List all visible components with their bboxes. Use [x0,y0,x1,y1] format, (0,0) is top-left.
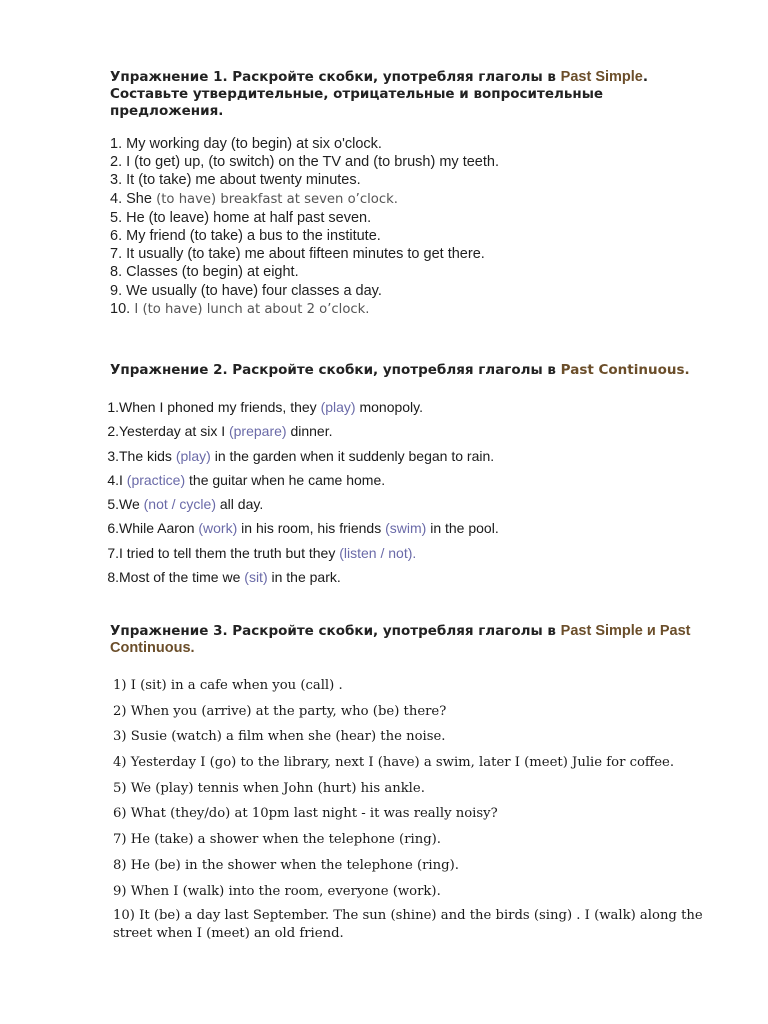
list-item-text: Yesterday at six I [119,423,229,440]
exercise-1-heading [110,69,710,120]
list-item-text: in the park. [267,569,341,586]
list-item [104,446,499,470]
exercise-1-heading-suffix: . Составьте утвердительные, отрицательные и вопросительные предложения. [110,69,649,119]
list-item-text: the guitar when he came home. [185,471,386,488]
list-item-text: in his room, his friends [237,520,386,537]
list-item-number: 4. [107,471,119,488]
list-item: 5. He (to leave) home at half past seven. [110,209,372,226]
list-item-text: The kids [119,447,176,464]
verb-hint: (prepare) [228,423,287,440]
exercise-3-list [113,676,703,943]
list-item: 6) What (they/do) at 10pm last night - it was really noisy? [113,806,498,822]
list-item-text: (to have) breakfast at seven o’clock. [151,191,398,207]
exercise-2-heading-suffix: . [684,362,690,378]
list-item [104,470,499,494]
list-item-text: monopoly. [355,399,424,415]
list-item-number: 4. She [110,190,152,207]
list-item [104,494,499,518]
verb-hint: (sit) [244,569,268,586]
list-item: 1. My working day (to begin) at six o'clock. [110,136,382,152]
verb-hint: (listen / not) [339,544,413,561]
exercise-2-list [104,397,499,591]
list-item [104,567,499,591]
list-item: 10) It (be) a day last September. The sun (shine) and the birds (sing) . I (walk) along the street when I (meet) an old friend. [113,908,703,942]
list-item-number: 8. [107,569,119,586]
list-item: 5) We (play) tennis when John (hurt) his ankle. [113,780,425,796]
verb-hint: (play) [320,399,356,415]
list-item-text: I tried to tell them the truth but they [119,544,340,561]
list-item: 2) When you (arrive) at the party, who (be) there? [113,703,447,719]
list-item-number: 6. [107,520,119,537]
list-item [110,300,499,319]
exercise-3-tense: Past Simple и Past Continuous. [110,623,691,656]
list-item-number: 5. [107,496,119,513]
list-item-text: in the pool. [426,520,499,537]
list-item [104,397,499,421]
list-item [104,421,499,445]
list-item-number: 3. [107,447,119,464]
verb-hint: (work) [198,520,238,537]
list-item-text: While Aaron [119,520,199,537]
list-item: 1) I (sit) in a cafe when you (call) . [113,678,343,693]
list-item-text: Most of the time we [119,569,245,586]
verb-hint: (not / cycle) [143,496,216,513]
exercise-3-heading-prefix: Упражнение 3. Раскройте скобки, употребляя глаголы в [110,623,561,639]
list-item-number: 2. [107,423,119,440]
exercise-1-tense: Past Simple [560,69,643,85]
list-item: 9) When I (walk) into the room, everyone (work). [113,883,441,899]
exercise-2-tense: Past Continuous [560,362,685,378]
exercise-1-list [110,135,499,319]
list-item-text: in the garden when it suddenly began to rain. [210,447,495,464]
list-item-number: 10. [110,300,131,317]
list-item: 7. It usually (to take) me about fifteen minutes to get there. [110,246,485,263]
list-item: 4) Yesterday I (go) to the library, next I (have) a swim, later I (meet) Julie for coffee. [113,755,675,771]
list-item-text: We [119,496,144,513]
list-item-text: I (to have) lunch at about 2 o’clock. [134,301,370,317]
exercise-3-heading [110,623,710,657]
list-item-text: When I phoned my friends, they [119,399,321,415]
list-item-number: 1. [107,399,119,415]
verb-hint: (play) [175,447,211,464]
exercise-2-heading-prefix: Упражнение 2. Раскройте скобки, употребляя глаголы в [110,362,561,378]
list-item [110,190,499,209]
list-item: 3. It (to take) me about twenty minutes. [110,172,361,189]
exercise-2-heading [110,362,710,379]
list-item-text: . [412,544,417,561]
verb-hint: (practice) [126,471,186,488]
verb-hint: (swim) [385,520,427,537]
list-item [104,518,499,542]
exercise-1-heading-prefix: Упражнение 1. Раскройте скобки, употребляя глаголы в [110,69,561,85]
list-item: 7) He (take) a shower when the telephone (ring). [113,832,441,848]
list-item: 8) He (be) in the shower when the telephone (ring). [113,857,459,873]
list-item-text: dinner. [286,423,333,440]
list-item: 3) Susie (watch) a film when she (hear) the noise. [113,729,446,745]
list-item: 8. Classes (to begin) at eight. [110,264,299,281]
list-item: 6. My friend (to take) a bus to the institute. [110,228,381,245]
list-item: 9. We usually (to have) four classes a day. [110,282,382,299]
list-item [104,543,499,567]
list-item-text: I [119,471,127,488]
list-item-text: all day. [216,496,264,513]
list-item: 2. I (to get) up, (to switch) on the TV and (to brush) my teeth. [110,154,499,171]
list-item-number: 7. [107,544,119,561]
